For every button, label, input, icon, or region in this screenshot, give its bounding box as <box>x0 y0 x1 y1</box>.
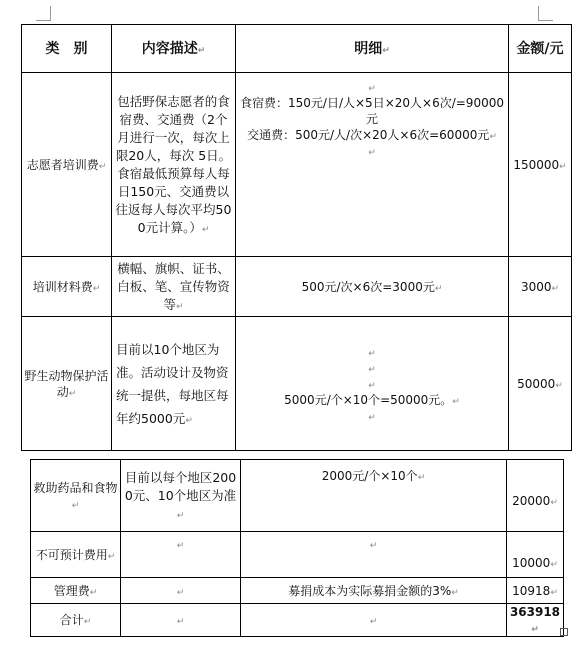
table-row <box>31 532 564 578</box>
row-category: 志愿者培训费↵ <box>22 73 112 257</box>
row-category: 培训材料费↵ <box>22 257 112 317</box>
row-description: ↵ <box>121 578 241 604</box>
row-category: 合计↵ <box>31 604 121 637</box>
row-category: 野生动物保护活动↵ <box>22 317 112 451</box>
detail-line: 交通费：500元/人/次×20人×6次=60000元↵ <box>247 128 497 142</box>
row-detail: 500元/次×6次=3000元↵ <box>236 257 509 317</box>
table-row <box>22 73 572 257</box>
table-header-row <box>22 25 572 73</box>
row-detail: ↵ ↵ ↵ 5000元/个×10个=50000元。↵ ↵ <box>236 317 509 451</box>
row-detail: 募捐成本为实际募捐金额的3%↵ <box>241 578 507 604</box>
row-amount: 363918↵ <box>507 604 564 637</box>
page-corner-mark-top-right <box>538 6 553 21</box>
row-amount: 10000↵ <box>507 532 564 578</box>
table-row <box>31 604 564 637</box>
header-amount: 金额/元 <box>509 25 572 73</box>
row-category: 救助药品和食物↵ <box>31 460 121 532</box>
row-amount: 10918↵ <box>507 578 564 604</box>
table-resize-handle[interactable] <box>560 628 568 636</box>
detail-line: 食宿费：150元/日/人×5日×20人×6次/=90000元 <box>240 96 504 126</box>
row-description: ↵ <box>121 604 241 637</box>
row-detail: ↵ <box>241 604 507 637</box>
row-detail: ↵ 食宿费：150元/日/人×5日×20人×6次/=90000元 交通费：500元/人/次×20人×6次=60000元↵ ↵ <box>236 73 509 257</box>
table-row <box>22 317 572 451</box>
row-detail: ↵ <box>241 532 507 578</box>
row-amount: 20000↵ <box>507 460 564 532</box>
row-category: 不可预计费用↵ <box>31 532 121 578</box>
row-category: 管理费↵ <box>31 578 121 604</box>
row-amount: 3000↵ <box>509 257 572 317</box>
budget-table-upper <box>21 24 572 451</box>
header-description: 内容描述↵ <box>112 25 236 73</box>
row-detail: 2000元/个×10个↵ <box>241 460 507 532</box>
table-row <box>31 578 564 604</box>
row-description: ↵ <box>121 532 241 578</box>
row-amount: 50000↵ <box>509 317 572 451</box>
row-description: 目前以每个地区2000元、10个地区为准↵ <box>121 460 241 532</box>
table-row <box>31 460 564 532</box>
row-description: 横幅、旗帜、证书、白板、笔、宣传物资等↵ <box>112 257 236 317</box>
table-row <box>22 257 572 317</box>
row-description: 目前以10个地区为准。活动设计及物资统一提供，每地区每年约5000元↵ <box>112 317 236 451</box>
budget-table-lower <box>30 459 564 637</box>
header-detail: 明细↵ <box>236 25 509 73</box>
page-corner-mark-top-left <box>36 6 51 21</box>
row-amount: 150000↵ <box>509 73 572 257</box>
row-description: 包括野保志愿者的食宿费、交通费（2个月进行一次，每次上限20人，每次 5日。食宿最低预算每人每日150元、交通费以往返每人每次平均500元计算。）↵ <box>112 73 236 257</box>
header-category: 类 别 <box>22 25 112 73</box>
